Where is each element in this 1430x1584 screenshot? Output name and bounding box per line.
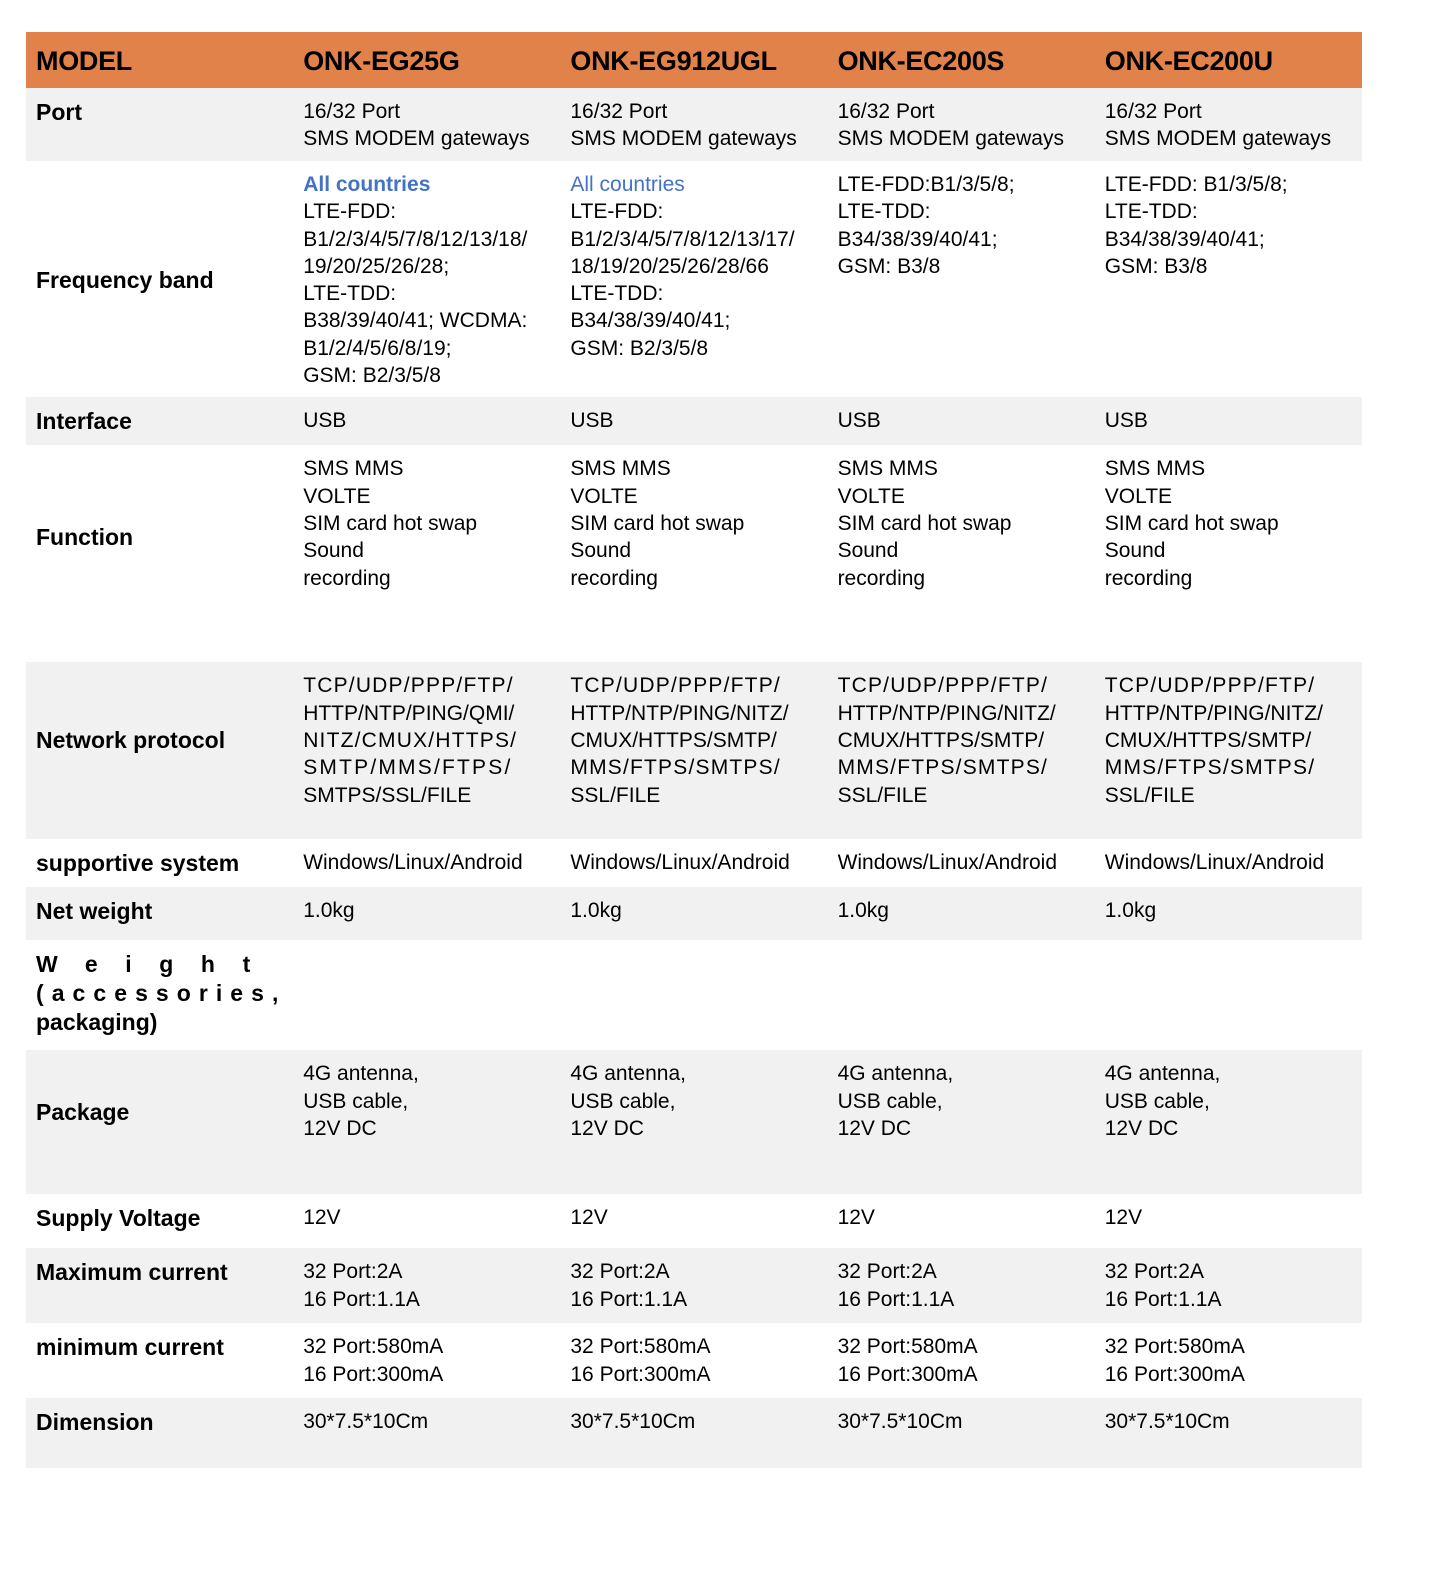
cell-line: LTE-TDD: — [837, 200, 931, 224]
cell — [293, 88, 560, 161]
cell-line: SMS MODEM gateways — [303, 127, 530, 151]
cell-line: NITZ/CMUX/HTTPS/ — [303, 728, 518, 752]
cell — [828, 1248, 1095, 1323]
cell: 1.0kg — [293, 887, 560, 940]
cell — [828, 161, 1095, 397]
row-label: Dimension — [26, 1398, 293, 1468]
cell-line: 32 Port:580mA — [1104, 1335, 1245, 1359]
cell-line: 4G antenna, — [303, 1062, 419, 1086]
cell-line: GSM: B3/8 — [837, 254, 941, 278]
cell-line: TCP/UDP/PPP/FTP/ — [1104, 674, 1316, 698]
cell-line: 18/19/20/25/26/28/66 — [570, 254, 769, 278]
cell-line: HTTP/NTP/PING/NITZ/ — [1104, 701, 1323, 725]
cell: 30*7.5*10Cm — [293, 1398, 560, 1468]
cell-line: 16/32 Port — [570, 100, 668, 123]
cell — [1095, 161, 1362, 397]
cell-line: 32 Port:580mA — [303, 1335, 444, 1359]
cell-line: 32 Port:580mA — [570, 1335, 711, 1359]
cell-line: recording — [1104, 566, 1193, 590]
cell-line: Sound — [837, 539, 899, 563]
cell-line: recording — [570, 566, 658, 590]
cell — [560, 1050, 827, 1194]
cell-line: B1/2/3/4/5/7/8/12/13/17/ — [570, 227, 795, 251]
cell-line: HTTP/NTP/PING/NITZ/ — [837, 701, 1056, 725]
cell-line: 16 Port:1.1A — [303, 1287, 420, 1311]
cell: 30*7.5*10Cm — [828, 1398, 1095, 1468]
cell-line: SSL/FILE — [1104, 783, 1195, 807]
cell-line: Sound — [303, 539, 364, 563]
cell-line: 16 Port:300mA — [303, 1362, 444, 1386]
cell — [828, 88, 1095, 161]
cell-line: LTE-FDD: B1/3/5/8; — [1104, 173, 1288, 196]
cell: USB — [293, 397, 560, 445]
cell-line: SIM card hot swap — [303, 511, 478, 535]
cell-line: recording — [303, 566, 391, 590]
cell-line: 16 Port:300mA — [837, 1362, 978, 1386]
cell: Windows/Linux/Android — [303, 851, 523, 875]
cell — [560, 88, 827, 161]
cell-line: SMS MODEM gateways — [1104, 127, 1332, 151]
cell-line: 12V DC — [837, 1116, 912, 1140]
cell-line: Sound — [1104, 539, 1166, 563]
cell — [1095, 88, 1362, 161]
cell: 30*7.5*10Cm — [560, 1398, 827, 1468]
header-model-name: ONK-EG912UGL — [560, 32, 827, 88]
cell-line: SMS MMS — [570, 457, 671, 481]
row-label: Package — [26, 1050, 293, 1194]
cell-line: 16/32 Port — [1104, 100, 1202, 123]
cell-line: LTE-TDD: — [1104, 200, 1198, 224]
cell: USB — [1095, 397, 1362, 445]
cell-line: VOLTE — [303, 484, 371, 508]
cell: Windows/Linux/Android — [570, 851, 790, 875]
cell: 12V — [837, 1206, 875, 1230]
cell — [293, 1248, 560, 1323]
cell — [560, 1323, 827, 1398]
cell-line: 16 Port:300mA — [1104, 1362, 1245, 1386]
cell-line: 16/32 Port — [837, 100, 935, 123]
cell-line: B34/38/39/40/41; — [837, 227, 998, 251]
cell — [560, 445, 827, 662]
cell-line: 16 Port:1.1A — [837, 1287, 955, 1311]
cell-line: TCP/UDP/PPP/FTP/ — [303, 674, 514, 698]
spec-table — [26, 32, 1362, 1468]
row-net-weight — [26, 887, 1362, 940]
row-label: Frequency band — [36, 266, 214, 293]
cell-line: SMS MMS — [303, 457, 404, 481]
cell-line: SMS MMS — [837, 457, 938, 481]
cell-line: MMS/FTPS/SMTPS/ — [837, 756, 1049, 780]
row-frequency-band — [26, 161, 1362, 397]
cell — [293, 940, 560, 1050]
cell-line: GSM: B3/8 — [1104, 254, 1208, 278]
cell-line: MMS/FTPS/SMTPS/ — [570, 756, 781, 780]
row-label: Supply Voltage — [36, 1205, 201, 1232]
cell-line: LTE-TDD: — [303, 282, 397, 306]
cell-line: packaging) — [36, 1009, 158, 1036]
cell — [293, 662, 560, 839]
cell-line: SMS MMS — [1104, 457, 1206, 481]
cell-line: SMS MODEM gateways — [837, 127, 1064, 151]
row-label: Maximum current — [26, 1248, 293, 1323]
row-weight-accessories — [26, 940, 1362, 1050]
row-minimum-current — [26, 1323, 1362, 1398]
cell-line: 4G antenna, — [570, 1062, 686, 1086]
cell-line: USB cable, — [570, 1089, 676, 1113]
cell-line: SIM card hot swap — [570, 511, 745, 535]
cell — [560, 940, 827, 1050]
header-model-name: ONK-EG25G — [293, 32, 560, 88]
cell — [828, 445, 1095, 662]
cell: 1.0kg — [828, 887, 1095, 940]
cell-line: USB cable, — [303, 1089, 409, 1113]
cell-line: LTE-FDD:B1/3/5/8; — [837, 173, 1015, 196]
cell: 30*7.5*10Cm — [1095, 1398, 1362, 1468]
cell-line: VOLTE — [570, 484, 638, 508]
cell — [828, 940, 1095, 1050]
cell — [293, 445, 560, 662]
cell-line: SSL/FILE — [837, 783, 928, 807]
row-label: Function — [36, 524, 134, 551]
cell-line: 32 Port:2A — [303, 1260, 403, 1284]
header-model-label: MODEL — [26, 32, 293, 88]
cell-line: CMUX/HTTPS/SMTP/ — [837, 728, 1045, 752]
row-label: Net weight — [26, 887, 293, 940]
cell: Windows/Linux/Android — [837, 851, 1058, 875]
cell — [1095, 662, 1362, 839]
cell-line: B34/38/39/40/41; — [570, 309, 731, 333]
cell: Windows/Linux/Android — [1104, 851, 1325, 875]
row-label: Network protocol — [26, 662, 293, 839]
cell: USB — [560, 397, 827, 445]
cell-line: 16 Port:1.1A — [570, 1287, 688, 1311]
cell-line: 32 Port:2A — [570, 1260, 670, 1284]
row-label — [26, 940, 293, 1050]
cell — [1095, 1248, 1362, 1323]
cell-line: CMUX/HTTPS/SMTP/ — [1104, 728, 1312, 752]
row-package — [26, 1050, 1362, 1194]
row-label: minimum current — [36, 1334, 224, 1361]
cell-line: 32 Port:2A — [837, 1260, 937, 1284]
row-dimension — [26, 1398, 1362, 1468]
cell — [1095, 445, 1362, 662]
header-model-name: ONK-EC200U — [1095, 32, 1362, 88]
cell-line: CMUX/HTTPS/SMTP/ — [570, 728, 777, 752]
cell-line: Weight — [36, 951, 278, 978]
cell-line: HTTP/NTP/PING/QMI/ — [303, 701, 515, 725]
accent-note: All countries — [570, 173, 685, 196]
cell-line: B1/2/4/5/6/8/19; — [303, 336, 452, 360]
cell-line: TCP/UDP/PPP/FTP/ — [837, 674, 1049, 698]
cell-line: VOLTE — [837, 484, 905, 508]
row-maximum-current — [26, 1248, 1362, 1323]
cell — [293, 161, 560, 397]
row-label: Interface — [26, 397, 293, 445]
cell-line: 32 Port:2A — [1104, 1260, 1204, 1284]
cell: USB — [828, 397, 1095, 445]
cell: 12V — [303, 1206, 341, 1230]
cell: 1.0kg — [560, 887, 827, 940]
cell — [1095, 940, 1362, 1050]
cell: 12V — [1104, 1206, 1143, 1230]
cell-line: GSM: B2/3/5/8 — [303, 364, 441, 388]
row-label: supportive system — [36, 850, 240, 877]
row-port — [26, 88, 1362, 161]
cell-line: USB cable, — [837, 1089, 943, 1113]
cell — [828, 1323, 1095, 1398]
cell-line: HTTP/NTP/PING/NITZ/ — [570, 701, 789, 725]
cell-line: 12V DC — [1104, 1116, 1179, 1140]
cell-line: 19/20/25/26/28; — [303, 254, 450, 278]
row-label: Port — [26, 88, 293, 161]
row-function — [26, 445, 1362, 662]
cell — [293, 1323, 560, 1398]
cell-line: B1/2/3/4/5/7/8/12/13/18/ — [303, 227, 528, 251]
cell-line: 12V DC — [570, 1116, 644, 1140]
cell-line: 16 Port:300mA — [570, 1362, 711, 1386]
cell-line: B38/39/40/41; WCDMA: — [303, 309, 528, 333]
accent-note: All countries — [303, 173, 431, 196]
cell-line: 32 Port:580mA — [837, 1335, 978, 1359]
cell-line: SIM card hot swap — [1104, 511, 1279, 535]
row-supply-voltage — [26, 1194, 1362, 1248]
cell: 12V — [570, 1206, 608, 1230]
cell-line: LTE-FDD: — [570, 200, 664, 224]
cell-line: 4G antenna, — [837, 1062, 954, 1086]
cell-line: 16/32 Port — [303, 100, 401, 123]
row-interface — [26, 397, 1362, 445]
cell-line: SMS MODEM gateways — [570, 127, 797, 151]
cell-line: LTE-FDD: — [303, 200, 397, 224]
cell-line: GSM: B2/3/5/8 — [570, 336, 709, 360]
row-network-protocol — [26, 662, 1362, 839]
cell-line: MMS/FTPS/SMTPS/ — [1104, 756, 1316, 780]
cell-line: Sound — [570, 539, 632, 563]
cell-line: SIM card hot swap — [837, 511, 1012, 535]
cell — [1095, 1323, 1362, 1398]
cell-line: B34/38/39/40/41; — [1104, 227, 1265, 251]
cell: 1.0kg — [1095, 887, 1362, 940]
cell-line: SMTP/MMS/FTPS/ — [303, 756, 513, 780]
cell — [560, 1248, 827, 1323]
header-model-name: ONK-EC200S — [828, 32, 1095, 88]
cell-line: SMTPS/SSL/FILE — [303, 783, 472, 807]
cell — [828, 1050, 1095, 1194]
cell-line: 12V DC — [303, 1116, 377, 1140]
cell-line: (accessories, — [36, 980, 287, 1007]
cell — [293, 1050, 560, 1194]
cell-line: SSL/FILE — [570, 783, 661, 807]
cell-line: TCP/UDP/PPP/FTP/ — [570, 674, 781, 698]
cell-line: LTE-TDD: — [570, 282, 664, 306]
header-row — [26, 32, 1362, 88]
cell-line: USB cable, — [1104, 1089, 1210, 1113]
cell — [560, 161, 827, 397]
cell — [1095, 1050, 1362, 1194]
cell — [828, 662, 1095, 839]
cell-line: VOLTE — [1104, 484, 1173, 508]
cell — [560, 662, 827, 839]
row-supportive-system — [26, 839, 1362, 887]
cell-line: 16 Port:1.1A — [1104, 1287, 1222, 1311]
cell-line: 4G antenna, — [1104, 1062, 1221, 1086]
cell-line: recording — [837, 566, 926, 590]
